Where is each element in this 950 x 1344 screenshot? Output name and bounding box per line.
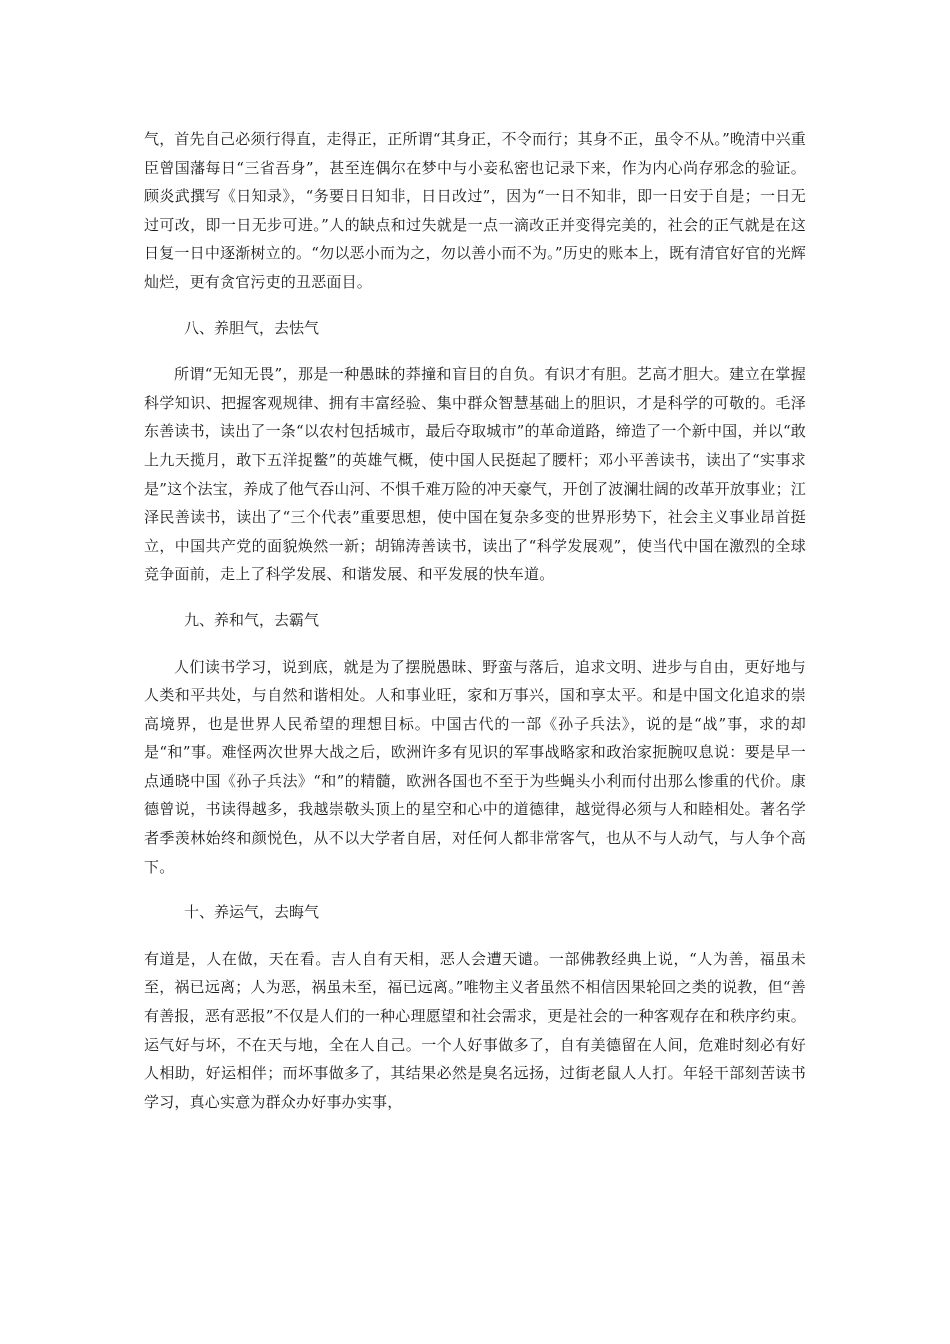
section-heading-8: 八、养胆气，去怯气 xyxy=(184,318,320,337)
document-page xyxy=(144,125,806,1116)
section-heading-9: 九、养和气，去霸气 xyxy=(184,610,320,629)
paragraph-section-9: 人们读书学习，说到底，就是为了摆脱愚昧、野蛮与落后，追求文明、进步与自由，更好地与人类和平共处，与自然和谐相处。人和事业旺，家和万事兴，国和享太平。和是中国文化追求的崇高境界，也是世界人民希望的理想目标。中国古代的一部《孙子兵法》，说的是“战”事，求的却是“和”事。难怪两次世界大战之后，欧洲许多有见识的军事战略家和政治家扼腕叹息说：要是早一点通晓中国《孙子兵法》“和”的精髓，欧洲各国也不至于为些蝇头小利而付出那么惨重的代价。康德曾说，书读得越多，我越崇敬头顶上的星空和心中的道德律，越觉得必须与人和睦相处。著名学者季羡林始终和颜悦色，从不以大学者自居，对任何人都非常客气，也从不与人动气，与人争个高下。 xyxy=(144,657,806,876)
section-heading-10: 十、养运气，去晦气 xyxy=(184,903,320,922)
paragraph-intro: 气，首先自己必须行得直，走得正，正所谓“其身正，不令而行；其身不正，虽令不从。”晚清中兴重臣曾国藩每日“三省吾身”，甚至连偶尔在梦中与小妾私密也记录下来，作为内心尚存邪念的验证。顾炎武撰写《日知录》，“务要日日知非，日日改过”，因为“一日不知非，即一日安于自是；一日无过可改，即一日无步可进。”人的缺点和过失就是一点一滴改正并变得完美的，社会的正气就是在这日复一日中逐渐树立的。“勿以恶小而为之，勿以善小而不为。”历史的账本上，既有清官好官的光辉灿烂，更有贪官污吏的丑恶面目。 xyxy=(144,130,806,291)
paragraph-section-10: 有道是，人在做，天在看。吉人自有天相，恶人会遭天谴。一部佛教经典上说，“人为善，福虽未至，祸已远离；人为恶，祸虽未至，福已远离。”唯物主义者虽然不相信因果轮回之类的说教，但“善有善报，恶有恶报”不仅是人们的一种心理愿望和社会需求，更是社会的一种客观存在和秩序约束。运气好与坏，不在天与地，全在人自己。一个人好事做多了，自有美德留在人间，危难时刻必有好人相助，好运相伴；而坏事做多了，其结果必然是臭名远扬，过街老鼠人人打。年轻干部刻苦读书学习，真心实意为群众办好事办实事， xyxy=(144,949,806,1111)
paragraph-section-8: 所谓“无知无畏”，那是一种愚昧的莽撞和盲目的自负。有识才有胆。艺高才胆大。建立在掌握科学知识、把握客观规律、拥有丰富经验、集中群众智慧基础上的胆识，才是科学的可敬的。毛泽东善读书，读出了一条“以农村包括城市，最后夺取城市”的革命道路，缔造了一个新中国，并以“敢上九天揽月，敢下五洋捉鳖”的英雄气概，使中国人民挺起了腰杆；邓小平善读书，读出了“实事求是”这个法宝，养成了他气吞山河、不惧千难万险的冲天豪气，开创了波澜壮阔的改革开放事业；江泽民善读书，读出了“三个代表”重要思想，使中国在复杂多变的世界形势下，社会主义事业昂首挺立，中国共产党的面貌焕然一新；胡锦涛善读书，读出了“科学发展观”，使当代中国在激烈的全球竞争面前，走上了科学发展、和谐发展、和平发展的快车道。 xyxy=(144,365,807,584)
